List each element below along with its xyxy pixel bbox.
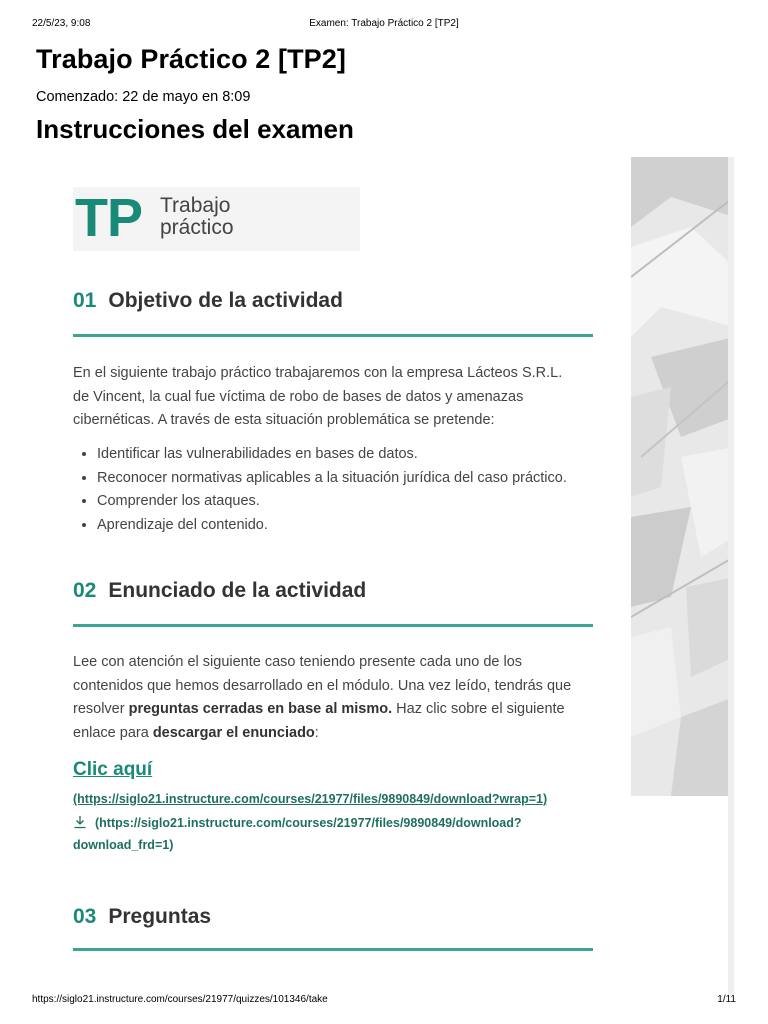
- list-item: • Identificar las vulnerabilidades en bases de datos.: [97, 443, 627, 467]
- print-header: [32, 18, 736, 32]
- section-divider: [73, 334, 593, 337]
- download-frd-link[interactable]: [73, 815, 522, 830]
- objective-paragraph: [73, 362, 603, 433]
- paragraph-line: En el siguiente trabajo práctico trabajaremos con la empresa Lácteos S.R.L.: [73, 365, 563, 381]
- section-number: 01: [73, 289, 97, 312]
- page-title: Trabajo Práctico 2 [TP2]: [36, 44, 346, 74]
- download-url-link[interactable]: (https://siglo21.instructure.com/courses/21977/files/9890849/download?wrap=1): [73, 792, 548, 806]
- section-divider: [73, 948, 593, 951]
- page-edge-strip: [728, 157, 734, 995]
- download-frd-link-cont[interactable]: download_frd=1): [73, 838, 174, 852]
- bold-text: preguntas cerradas en base al mismo.: [128, 701, 393, 717]
- section-01-heading: [73, 289, 343, 313]
- logo-mark: TP: [75, 188, 143, 248]
- started-text: Comenzado: 22 de mayo en 8:09: [36, 89, 251, 105]
- click-here-link[interactable]: Clic aquí: [73, 759, 153, 780]
- objective-list: [73, 443, 627, 537]
- list-item: • Reconocer normativas aplicables a la situación jurídica del caso práctico.: [97, 467, 627, 491]
- paragraph-line: de Vincent, la cual fue víctima de robo de bases de datos y amenazas: [73, 388, 524, 405]
- logo-word-2: práctico: [160, 216, 234, 239]
- text-fragment: Haz clic sobre el siguiente: [392, 701, 565, 717]
- tp-logo: [73, 187, 360, 251]
- text-fragment: enlace para: [73, 724, 153, 741]
- section-03-heading: [73, 905, 211, 929]
- section-title: Enunciado de la actividad: [108, 579, 367, 602]
- section-02-heading: [73, 579, 366, 603]
- statement-paragraph: [73, 651, 603, 745]
- section-number: 03: [73, 905, 97, 928]
- print-date: 22/5/23, 9:08: [32, 18, 91, 29]
- decorative-photo: [631, 157, 734, 796]
- section-number: 02: [73, 579, 97, 602]
- footer-url: https://siglo21.instructure.com/courses/21977/quizzes/101346/take: [32, 994, 328, 1005]
- logo-word-1: Trabajo: [160, 194, 231, 217]
- section-divider: [73, 624, 593, 627]
- section-title: Preguntas: [108, 905, 212, 928]
- paragraph-line: cibernéticas. A través de esta situación problemática se pretende:: [73, 412, 495, 428]
- list-item: • Comprender los ataques.: [97, 490, 627, 514]
- print-footer: [32, 994, 736, 1008]
- text-fragment: resolver: [73, 701, 129, 717]
- paragraph-line: [73, 698, 603, 722]
- print-title: Examen: Trabajo Práctico 2 [TP2]: [309, 18, 459, 29]
- instructions-title: Instrucciones del examen: [36, 114, 354, 144]
- paragraph-line: [73, 722, 603, 746]
- text-fragment: :: [314, 724, 319, 741]
- bold-text: descargar el enunciado: [152, 724, 315, 741]
- paragraph-line: contenidos que hemos desarrollado en el módulo. Una vez leído, tendrás que: [73, 677, 572, 694]
- download-icon: [73, 815, 87, 829]
- list-item: • Aprendizaje del contenido.: [97, 514, 627, 538]
- url-text: (https://siglo21.instructure.com/courses/21977/files/9890849/download?: [95, 816, 522, 830]
- paragraph-line: Lee con atención el siguiente caso teniendo presente cada uno de los: [73, 654, 523, 670]
- page-number: 1/11: [717, 994, 736, 1005]
- section-title: Objetivo de la actividad: [108, 289, 343, 312]
